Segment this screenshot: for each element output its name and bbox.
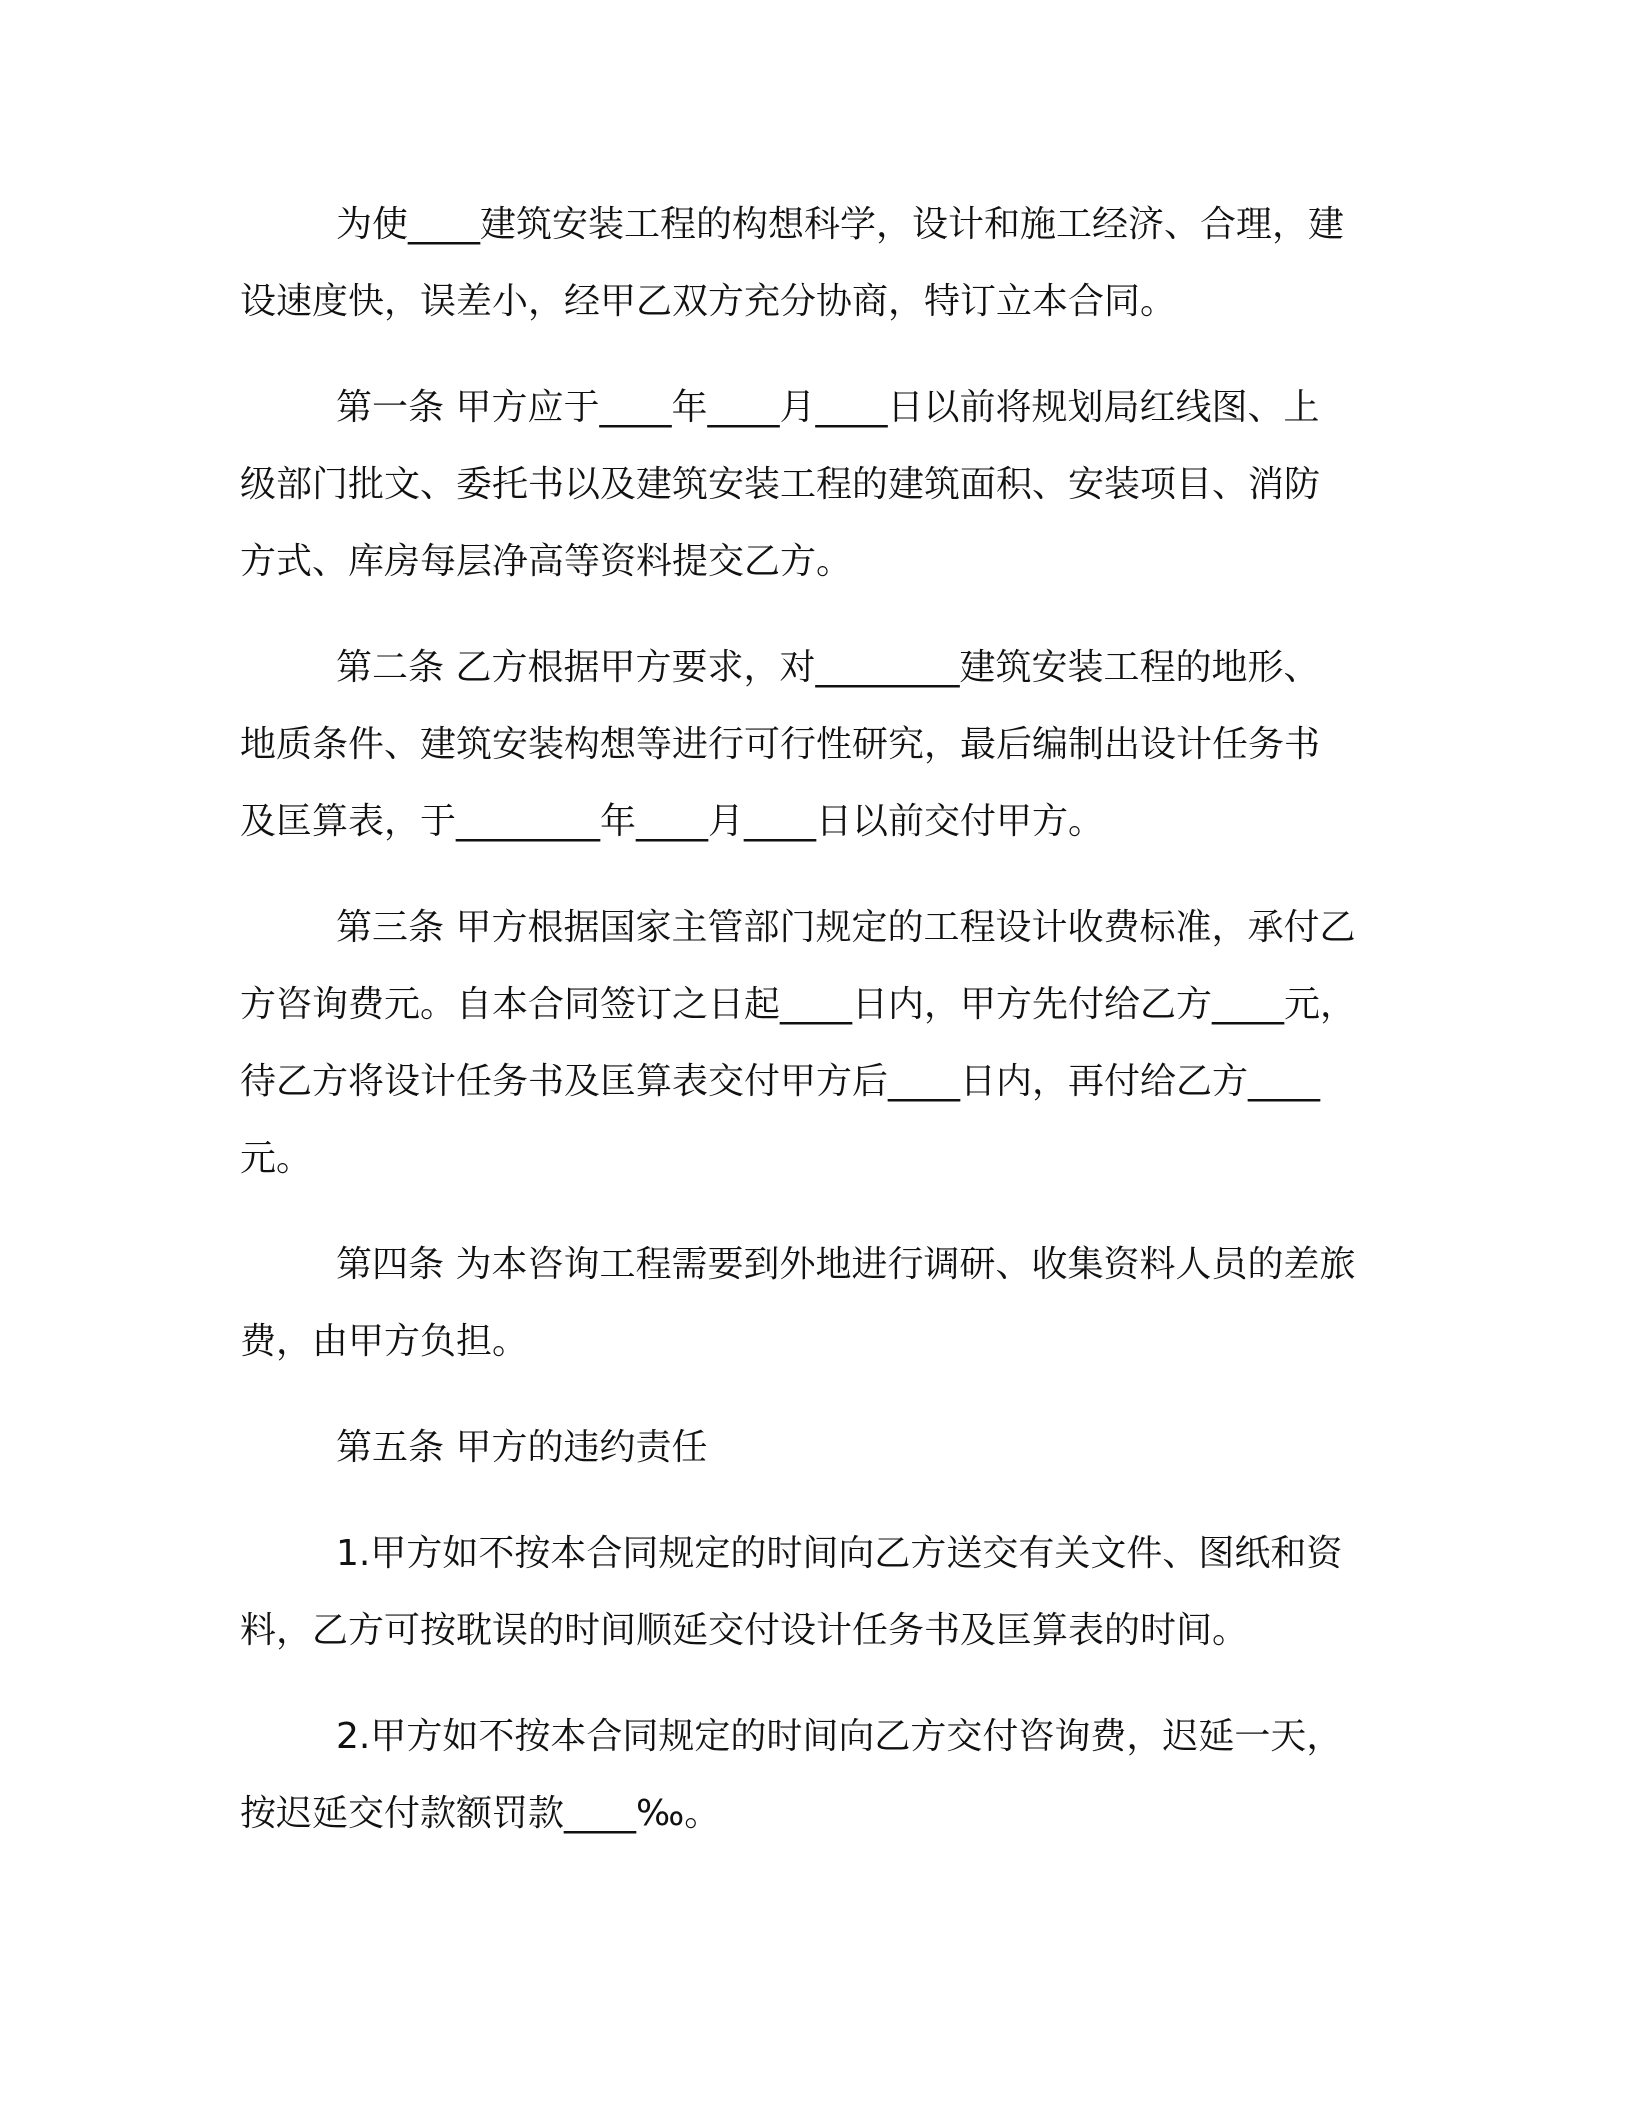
paragraph-line: 及匡算表，于________年____月____日以前交付甲方。 xyxy=(240,801,1105,842)
paragraph-line: 设速度快，误差小，经甲乙双方充分协商，特订立本合同。 xyxy=(240,281,1177,322)
paragraph-line: 2.甲方如不按本合同规定的时间向乙方交付咨询费，迟延一天， xyxy=(336,1716,1343,1757)
contract-body xyxy=(240,186,1390,1881)
paragraph-line: 第三条 甲方根据国家主管部门规定的工程设计收费标准，承付乙 xyxy=(336,907,1356,948)
paragraph-line: 第四条 为本咨询工程需要到外地进行调研、收集资料人员的差旅 xyxy=(336,1244,1356,1285)
article-2-paragraph xyxy=(240,629,1390,860)
paragraph-line: 级部门批文、委托书以及建筑安装工程的建筑面积、安装项目、消防 xyxy=(240,464,1321,505)
article-3-paragraph xyxy=(240,889,1390,1197)
paragraph-line: 第二条 乙方根据甲方要求，对________建筑安装工程的地形、 xyxy=(336,647,1320,688)
paragraph-line: 方式、库房每层净高等资料提交乙方。 xyxy=(240,541,853,582)
paragraph-line: 第一条 甲方应于____年____月____日以前将规划局红线图、上 xyxy=(336,387,1320,428)
paragraph-line: 方咨询费元。自本合同签订之日起____日内，甲方先付给乙方____元， xyxy=(240,984,1357,1025)
article-5-item-1 xyxy=(240,1515,1390,1669)
paragraph-line: 料，乙方可按耽误的时间顺延交付设计任务书及匡算表的时间。 xyxy=(240,1610,1249,1651)
paragraph-line: 按迟延交付款额罚款____‰。 xyxy=(240,1793,721,1834)
article-4-paragraph xyxy=(240,1226,1390,1380)
article-5-heading xyxy=(240,1409,1390,1486)
paragraph-line: 为使____建筑安装工程的构想科学，设计和施工经济、合理，建 xyxy=(336,204,1345,245)
article-1-paragraph xyxy=(240,369,1390,600)
article-5-item-2 xyxy=(240,1698,1390,1852)
paragraph-line: 元。 xyxy=(240,1138,313,1179)
paragraph-line: 第五条 甲方的违约责任 xyxy=(336,1427,708,1468)
paragraph-line: 费，由甲方负担。 xyxy=(240,1321,529,1362)
paragraph-line: 1.甲方如不按本合同规定的时间向乙方送交有关文件、图纸和资 xyxy=(336,1533,1343,1574)
paragraph-line: 地质条件、建筑安装构想等进行可行性研究，最后编制出设计任务书 xyxy=(240,724,1321,765)
paragraph-line: 待乙方将设计任务书及匡算表交付甲方后____日内，再付给乙方____ xyxy=(240,1061,1321,1102)
preamble-paragraph xyxy=(240,186,1390,340)
